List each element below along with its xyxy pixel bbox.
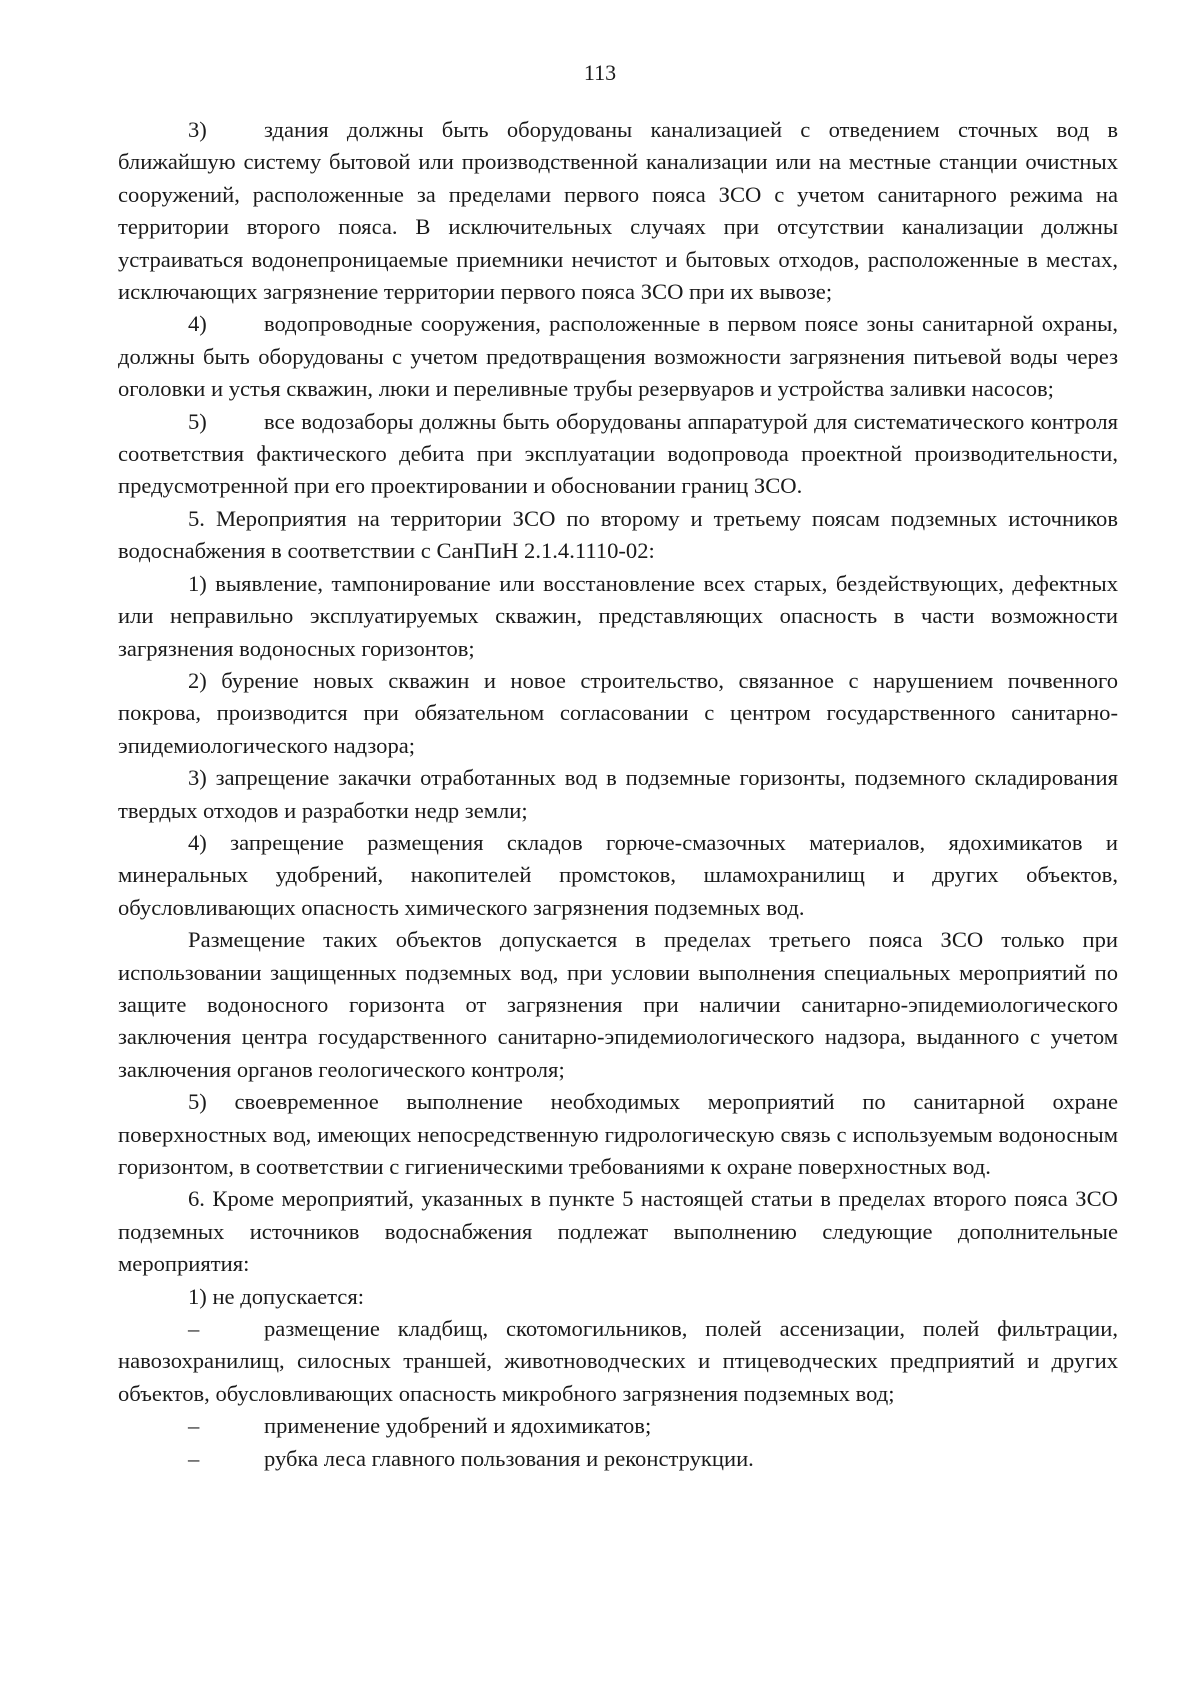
document-body <box>118 114 1118 1475</box>
paragraph: 4) запрещение размещения складов горюче-смазочных материалов, ядохимикатов и минеральных удобрений, накопителей промстоков, шламохранилищ и других объектов, обусловливающих опасность химического загрязнения подземных вод. <box>118 829 1118 920</box>
list-item <box>118 406 1118 503</box>
list-item-text: здания должны быть оборудованы канализацией с отведением сточных вод в ближайшую систему бытовой или производственной канализации или на местные станции очистных сооружений, расположенные за пределами первого пояса ЗСО с учетом санитарного режима на территории второго пояса. В исключительных случаях при отсутствии канализации должны устраиваться водонепроницаемые приемники нечистот и бытовых отходов, расположенные в местах, исключающих загрязнение территории первого пояса ЗСО при их вывозе; <box>118 117 1118 305</box>
paragraph: 3) запрещение закачки отработанных вод в подземные горизонты, подземного складирования твердых отходов и разработки недр земли; <box>118 765 1118 823</box>
list-item-text: все водозаборы должны быть оборудованы аппаратурой для систематического контроля соответствия фактического дебита при эксплуатации водопровода проектной производительности, предусмотренной при его проектировании и обосновании границ ЗСО. <box>118 408 1118 499</box>
page-number: 113 <box>583 60 617 85</box>
dash-list-item <box>118 1313 1118 1410</box>
list-item-text: рубка леса главного пользования и реконструкции. <box>264 1445 754 1471</box>
dash-marker: – <box>188 1413 200 1439</box>
dash-marker: – <box>188 1316 200 1342</box>
list-marker: 3) <box>188 117 207 142</box>
list-marker: 5) <box>188 408 207 434</box>
dash-marker: – <box>188 1445 200 1471</box>
paragraph: 2) бурение новых скважин и новое строительство, связанное с нарушением почвенного покрова, производится при обязательном согласовании с центром государственного санитарно-эпидемиологического надзора; <box>118 667 1118 758</box>
paragraph: 5. Мероприятия на территории ЗСО по второму и третьему поясам подземных источников водоснабжения в соответствии с СанПиН 2.1.4.1110-02: <box>118 505 1118 564</box>
dash-list-item <box>118 1443 1118 1475</box>
list-marker: 4) <box>188 311 207 337</box>
dash-list-item <box>118 1410 1118 1442</box>
list-item-text: водопроводные сооружения, расположенные в первом поясе зоны санитарной охраны, должны быть оборудованы с учетом предотвращения возможности загрязнения питьевой воды через оголовки и устья скважин, люки и переливные трубы резервуаров и устройства заливки насосов; <box>118 311 1118 402</box>
paragraph: 5) своевременное выполнение необходимых мероприятий по санитарной охране поверхностных вод, имеющих непосредственную гидрологическую связь с используемым водоносным горизонтом, в соответствии с гигиеническими требованиями к охране поверхностных вод. <box>118 1089 1118 1179</box>
paragraph: 1) не допускается: <box>188 1283 364 1309</box>
list-item-text: применение удобрений и ядохимикатов; <box>264 1413 652 1439</box>
paragraph: Размещение таких объектов допускается в пределах третьего пояса ЗСО только при использовании защищенных подземных вод, при условии выполнения специальных мероприятий по защите водоносного горизонта от загрязнения при наличии санитарно-эпидемиологического заключения центра государственного санитарно-эпидемиологического надзора, выданного с учетом заключения органов геологического контроля; <box>118 927 1118 1082</box>
list-item <box>118 114 1118 308</box>
paragraph: 1) выявление, тампонирование или восстановление всех старых, бездействующих, дефектных или неправильно эксплуатируемых скважин, представляющих опасность в части возможности загрязнения водоносных горизонтов; <box>118 570 1118 661</box>
list-item-text: размещение кладбищ, скотомогильников, полей ассенизации, полей фильтрации, навозохранилищ, силосных траншей, животноводческих и птицеводческих предприятий и других объектов, обусловливающих опасность микробного загрязнения подземных вод; <box>118 1316 1118 1406</box>
list-item <box>118 308 1118 405</box>
paragraph: 6. Кроме мероприятий, указанных в пункте 5 настоящей статьи в пределах второго пояса ЗСО подземных источников водоснабжения подлежат выполнению следующие дополнительные мероприятия: <box>118 1186 1118 1277</box>
